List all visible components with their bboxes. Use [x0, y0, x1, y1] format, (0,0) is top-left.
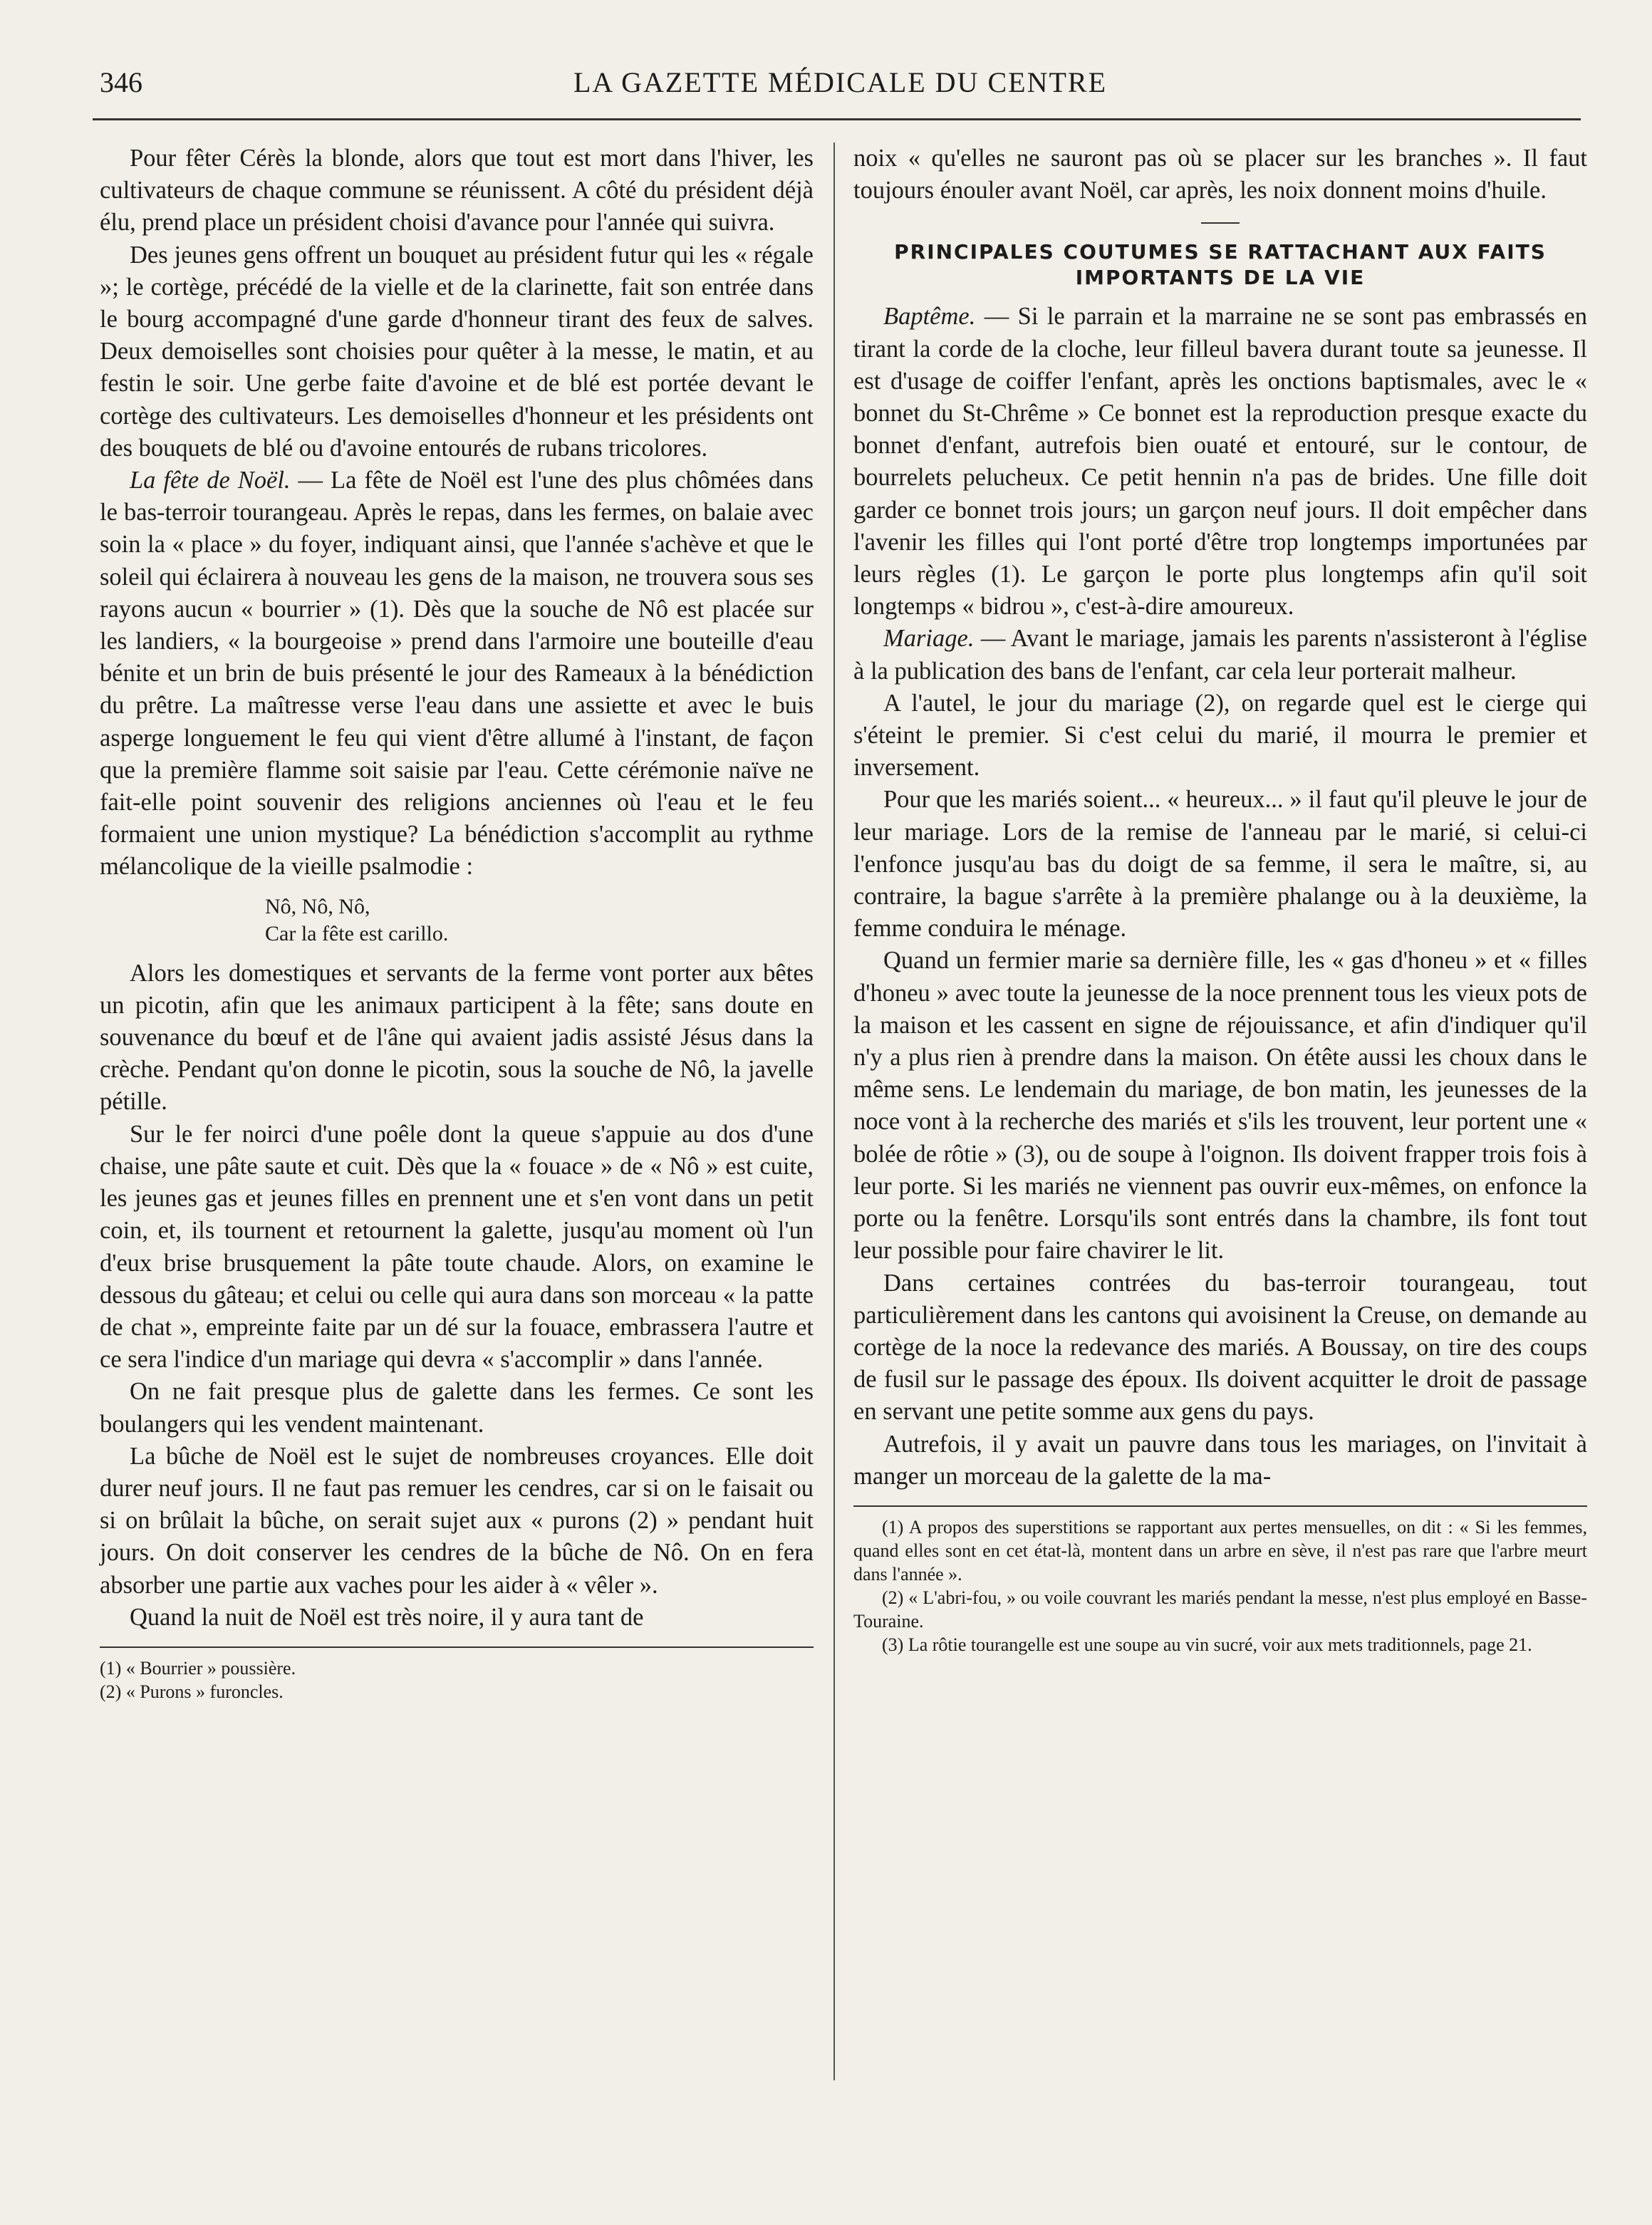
- paragraph-noel: [100, 465, 814, 883]
- paragraph: Des jeunes gens offrent un bouquet au président futur qui les « régale »; le cortège, précédé de la vielle et de la clarinette, fait son entrée dans le bourg accompagné d'une garde d'honneur tirant des feux de salves. Deux demoiselles sont choisies pour quêter à la messe, le matin, et au festin le soir. Une gerbe faite d'avoine et de blé est portée devant le cortège des cultivateurs. Les demoiselles d'honneur et les présidents ont des bouquets de blé ou d'avoine entourés de rubans tricolores.: [100, 241, 814, 462]
- paragraph: On ne fait presque plus de galette dans les fermes. Ce sont les boulangers qui les vendent maintenant.: [100, 1378, 814, 1438]
- footnote-rule: [100, 1646, 814, 1648]
- paragraph: Sur le fer noirci d'une poêle dont la queue s'appuie au dos d'une chaise, une pâte saute et cuit. Dès que la « fouace » de « Nô » est cuite, les jeunes gas et jeunes filles en prennent une et s'en vont dans un petit coin, et, ils tournent et retournent la galette, jusqu'au moment où l'un d'eux brise brusquement la pâte toute chaude. Alors, on examine le dessous du gâteau; et celui ou celle qui aura dans son morceau « la patte de chat », empreinte faite par un dé sur la fouace, embrassera l'autre et ce sera l'indice d'un mariage qui devra « s'accomplir » dans l'année.: [100, 1120, 814, 1374]
- paragraph: Quand un fermier marie sa dernière fille, les « gas d'honeu » et « filles d'honeu » avec toute la jeunesse de la noce prennent tous les vieux pots de la maison et les cassent en signe de réjouissance, et afin d'indiquer qu'il n'y a plus rien à prendre dans la maison. On étête aussi les choux dans le même sens. Le lendemain du mariage, de bon matin, les jeunesses de la noce vont à la recherche des mariés et s'ils les trouvent, leur portent une « bolée de rôtie » (3), ou de soupe à l'oignon. Ils doivent frapper trois fois à leur porte. Si les mariés ne viennent pas ouvrir eux-mêmes, on enfonce la porte ou la fenêtre. Lorsqu'ils sont entrés dans la chambre, ils font tout leur possible pour faire chavirer le lit.: [853, 947, 1587, 1265]
- footnotes: [100, 1656, 814, 1703]
- right-column: [853, 142, 1587, 1656]
- footnote: (2) « Purons » furoncles.: [100, 1681, 284, 1702]
- footnote: (1) « Bourrier » poussière.: [100, 1657, 296, 1679]
- left-column: [100, 142, 814, 1703]
- paragraph-mariage: [853, 623, 1587, 687]
- section-heading: PRINCIPALES COUTUMES SE RATTACHANT AUX FAITS IMPORTANTS DE LA VIE: [894, 240, 1547, 290]
- section-title-bapteme: Baptême.: [883, 303, 976, 331]
- section-title-noel: La fête de Noël.: [130, 467, 291, 494]
- footnote-rule: [853, 1505, 1587, 1507]
- paragraph: Autrefois, il y avait un pauvre dans tous les mariages, on l'invitait à manger un morceau de la galette de la ma-: [853, 1430, 1587, 1490]
- verse: [265, 893, 814, 948]
- paragraph: La bûche de Noël est le sujet de nombreuses croyances. Elle doit durer neuf jours. Il ne faut pas remuer les cendres, car si on le faisait ou si on brûlait la bûche, on serait sujet aux « purons (2) » pendant huit jours. On doit conserver les cendres de la bûche de Nô. On en fera absorber une partie aux vaches pour les aider à « vêler ».: [100, 1442, 814, 1599]
- paragraph-text: — Si le parrain et la marraine ne se sont pas embrassés en tirant la corde de la cloche, leur filleul bavera durant toute sa jeunesse. Il est d'usage de coiffer l'enfant, après les onctions baptismales, avec le « bonnet du St-Chrême » Ce bonnet est la reproduction presque exacte du bonnet d'enfant, autrefois bien ouaté et entouré, sur le contour, de bourrelets pelucheux. Ce petit hennin n'a pas de brides. Une fille doit garder ce bonnet trois jours; un garçon neuf jours. Il doit empêcher dans l'avenir les filles qui l'ont porté d'être trop longtemps importunées par leurs règles (1). Le garçon le porte plus longtemps afin qu'il soit longtemps « bidrou », c'est-à-dire amoureux.: [853, 303, 1587, 621]
- footnotes: [853, 1515, 1587, 1656]
- paragraph-text: — La fête de Noël est l'une des plus chômées dans le bas-terroir tourangeau. Après le repas, dans les fermes, on balaie avec soin la « place » du foyer, indiquant ainsi, que l'année s'achève et que le soleil qui éclairera à nouveau les gens de la maison, ne trouvera sous ses rayons aucun « bourrier » (1). Dès que la souche de Nô est placée sur les landiers, « la bourgeoise » prend dans l'armoire une bouteille d'eau bénite et un brin de buis présenté le jour des Rameaux à la bénédiction du prêtre. La maîtresse verse l'eau dans une assiette et avec le buis asperge longuement le feu qui vient d'être allumé à l'instant, de façon que la première flamme soit saisie par l'eau. Cette cérémonie naïve ne fait-elle point souvenir des religions anciennes où l'eau et le feu formaient une union mystique? La bénédiction s'accomplit au rythme mélancolique de la vieille psalmodie :: [100, 467, 814, 881]
- paragraph: Alors les domestiques et servants de la ferme vont porter aux bêtes un picotin, afin que les animaux participent à la fête; sans doute en souvenance du bœuf et de l'âne qui avaient jadis assisté Jésus dans la crèche. Pendant qu'on donne le picotin, sous la souche de Nô, la javelle pétille.: [100, 959, 814, 1116]
- verse-line: Car la fête est carillo.: [265, 921, 449, 945]
- column-divider: [833, 142, 835, 2080]
- paragraph: Pour que les mariés soient... « heureux... » il faut qu'il pleuve le jour de leur mariage. Lors de la remise de l'anneau par le marié, si celui-ci l'enfonce jusqu'au bas du doigt de sa femme, il sera le maître, si, au contraire, la bague s'arrête à la première phalange ou à la deuxième, la femme conduira le ménage.: [853, 786, 1587, 943]
- paragraph: Quand la nuit de Noël est très noire, il y aura tant de: [130, 1603, 644, 1631]
- section-rule: [1201, 222, 1240, 224]
- paragraph: Dans certaines contrées du bas-terroir tourangeau, tout particulièrement dans les cantons qui avoisinent la Creuse, on demande au cortège de la noce la redevance des mariés. A Boussay, on tire des coups de fusil sur le passage des époux. Ils doivent acquitter le droit de passage en servant une petite somme aux gens du pays.: [853, 1269, 1587, 1426]
- section-title-mariage: Mariage.: [883, 625, 975, 653]
- page-header: [100, 66, 1581, 108]
- paragraph: A l'autel, le jour du mariage (2), on regarde quel est le cierge qui s'éteint le premier. Si c'est celui du marié, il mourra le premier et inversement.: [853, 689, 1587, 782]
- paragraph: noix « qu'elles ne sauront pas où se placer sur les branches ». Il faut toujours énouler avant Noël, car après, les noix donnent moins d'huile.: [853, 145, 1587, 204]
- paragraph-text: — Avant le mariage, jamais les parents n'assisteront à l'église à la publication des bans de l'enfant, car cela leur porterait malheur.: [853, 625, 1587, 685]
- running-title: LA GAZETTE MÉDICALE DU CENTRE: [573, 66, 1107, 98]
- paragraph: Pour fêter Cérès la blonde, alors que tout est mort dans l'hiver, les cultivateurs de chaque commune se réunissent. A côté du président déjà élu, prend place un président choisi d'avance pour l'année qui suivra.: [100, 145, 814, 237]
- footnote: (3) La rôtie tourangelle est une soupe au vin sucré, voir aux mets traditionnels, page 21.: [882, 1634, 1532, 1655]
- verse-line: Nô, Nô, Nô,: [265, 894, 370, 918]
- footnote: (2) « L'abri-fou, » ou voile couvrant les mariés pendant la messe, n'est plus employé en Basse-Touraine.: [853, 1587, 1587, 1632]
- footnote: (1) A propos des superstitions se rapportant aux pertes mensuelles, on dit : « Si les femmes, quand elles sont en cet état-là, montent dans un arbre en sève, il n'est pas rare que l'arbre meurt dans l'année ».: [853, 1516, 1587, 1585]
- paragraph-bapteme: [853, 301, 1587, 623]
- header-rule: [93, 118, 1581, 120]
- page-number: 346: [100, 66, 142, 98]
